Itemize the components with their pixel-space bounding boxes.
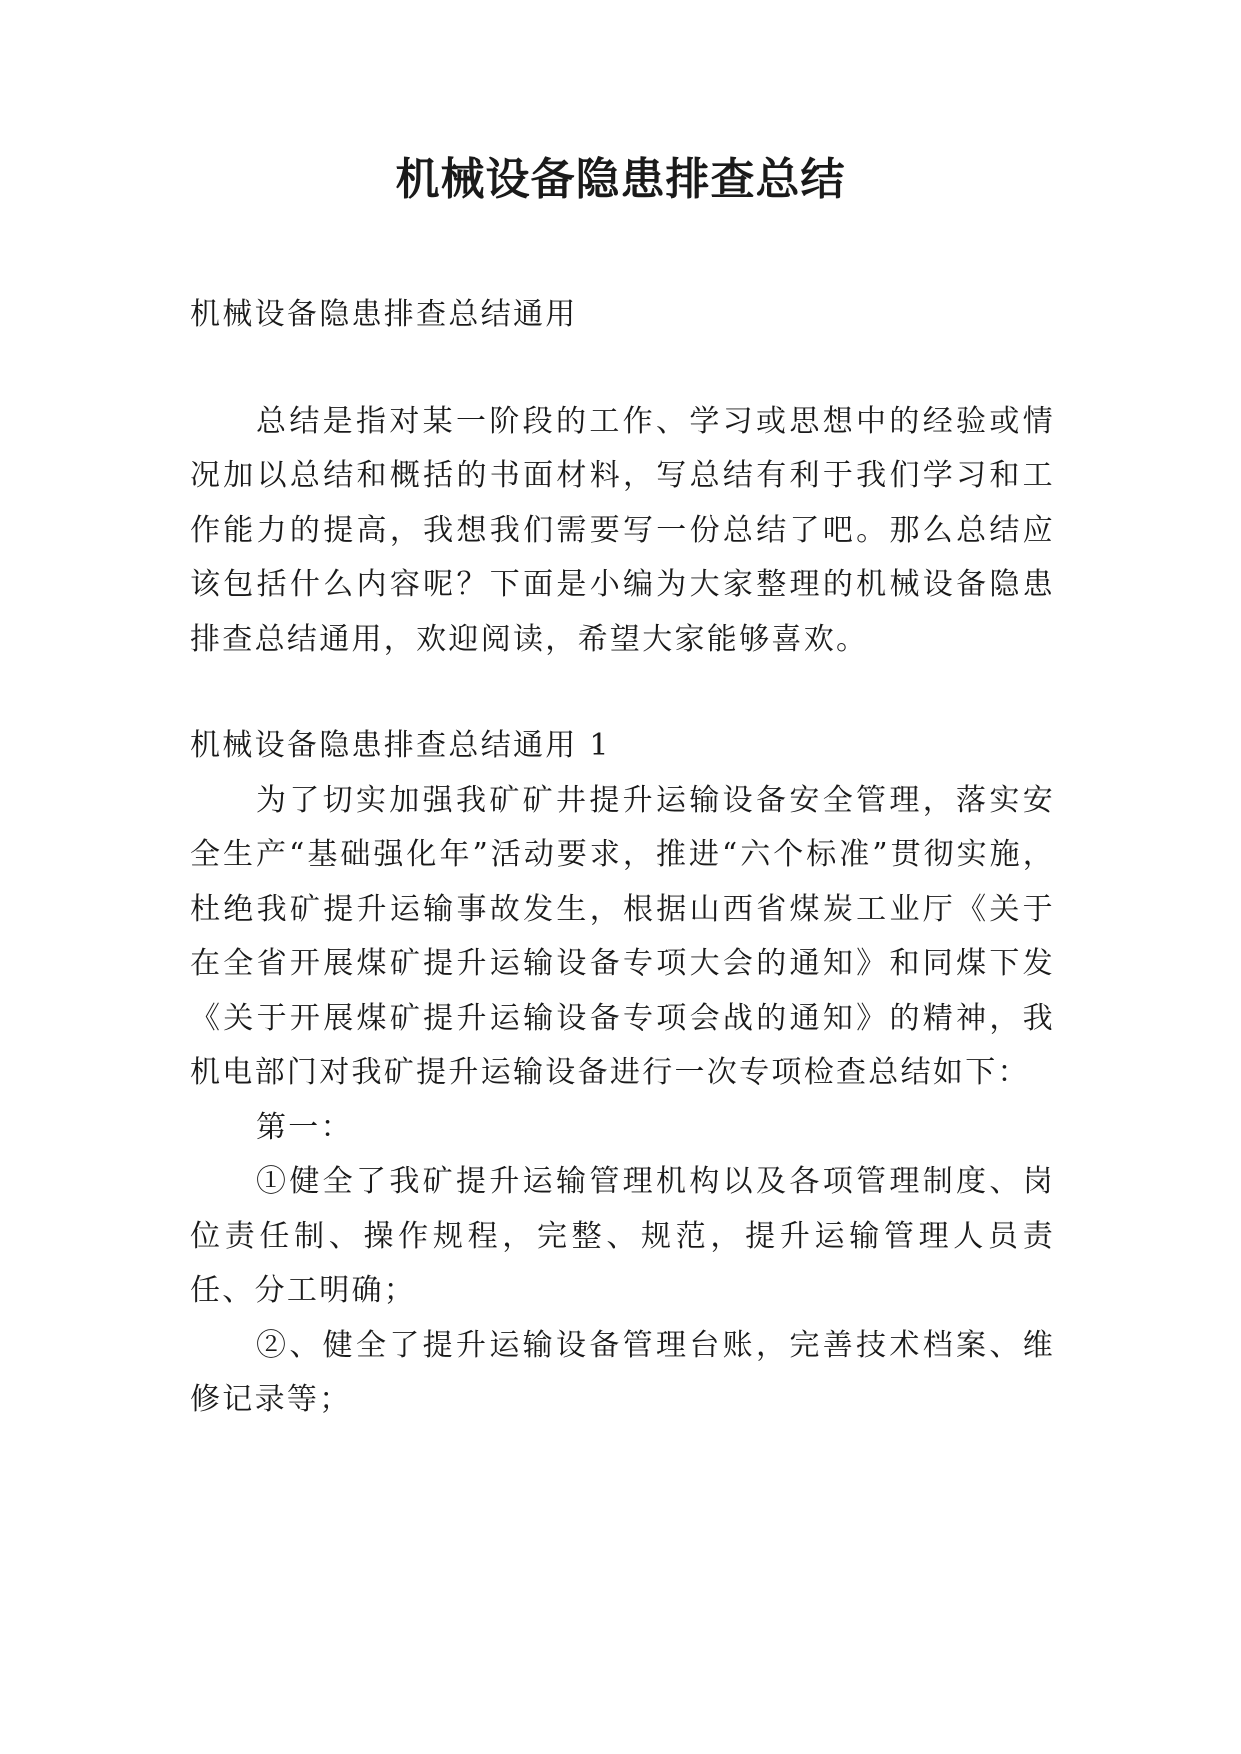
document-subtitle: 机械设备隐患排查总结通用	[190, 297, 578, 332]
intro-paragraph: 总结是指对某一阶段的工作、学习或思想中的经验或情况加以总结和概括的书面材料，写总结有利于我们学习和工作能力的提高，我想我们需要写一份总结了吧。那么总结应该包括什么内容呢？下面是小编为大家整理的机械设备隐患排查总结通用，欢迎阅读，希望大家能够喜欢。	[190, 403, 1055, 657]
document-title: 机械设备隐患排查总结	[395, 154, 846, 205]
list-item-1: ①健全了我矿提升运输管理机构以及各项管理制度、岗位责任制、操作规程，完整、规范，提升运输管理人员责任、分工明确；	[190, 1164, 1055, 1308]
list-item-2: ②、健全了提升运输设备管理台账，完善技术档案、维修记录等；	[190, 1327, 1055, 1417]
section-heading: 机械设备隐患排查总结通用 1	[190, 728, 611, 763]
item-first-label: 第一：	[256, 1109, 353, 1145]
section-paragraph: 为了切实加强我矿矿井提升运输设备安全管理，落实安全生产“基础强化年”活动要求，推进“六个标准”贯彻实施，杜绝我矿提升运输事故发生，根据山西省煤炭工业厅《关于在全省开展煤矿提升运输设备专项大会的通知》和同煤下发《关于开展煤矿提升运输设备专项会战的通知》的精神，我机电部门对我矿提升运输设备进行一次专项检查总结如下：	[190, 782, 1055, 1090]
document-body	[190, 288, 1055, 1428]
